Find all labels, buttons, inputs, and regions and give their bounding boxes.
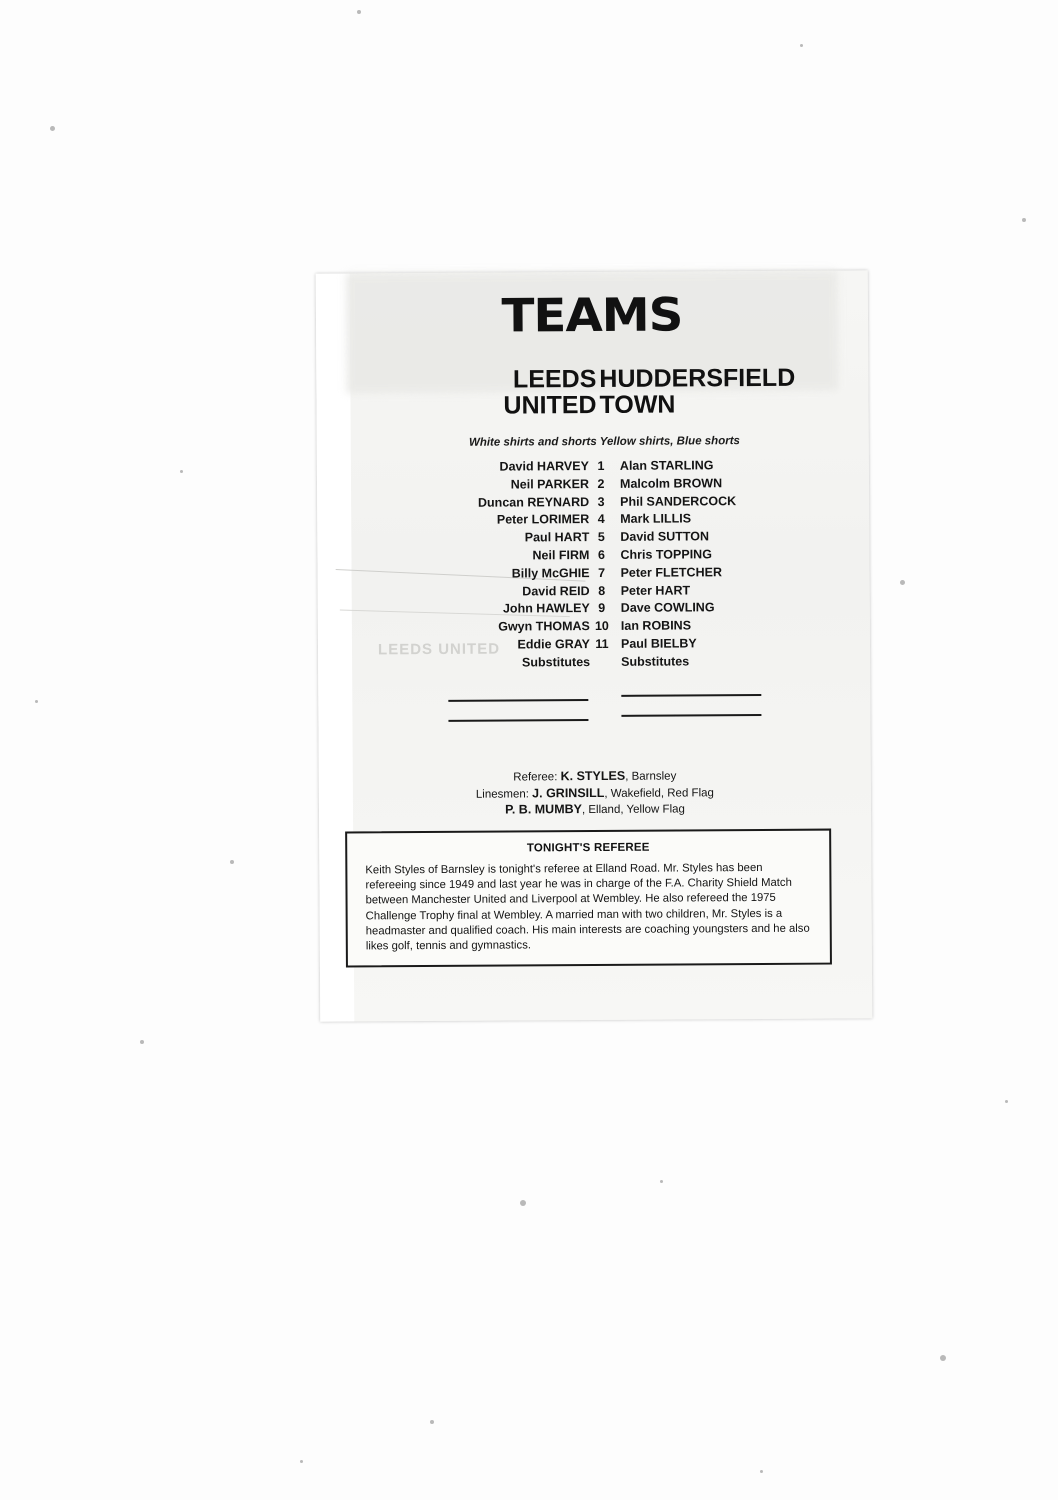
shirt-number: 10	[594, 619, 609, 634]
linesman-two-name: P. B. MUMBY	[505, 802, 583, 817]
away-team-heading	[599, 364, 839, 417]
home-player-name: Gwyn THOMAS	[498, 619, 590, 634]
dust-speck	[900, 580, 905, 585]
home-substitute-blank-line	[448, 719, 588, 722]
home-player-name: Billy McGHIE	[511, 565, 590, 581]
referee-town: , Barnsley	[625, 770, 677, 783]
away-player-name: Peter FLETCHER	[620, 564, 722, 580]
shirt-number: 3	[597, 494, 605, 509]
page-title: TEAMS	[501, 287, 683, 343]
home-player-name: John HAWLEY	[502, 601, 590, 616]
away-player-name: Ian ROBINS	[620, 618, 692, 634]
dust-speck	[180, 470, 183, 473]
home-kit-text: White shirts and shorts	[468, 435, 597, 449]
linesman-one-name: J. GRINSILL	[532, 785, 605, 800]
dust-speck	[430, 1420, 434, 1424]
dust-speck	[1022, 218, 1026, 222]
away-player-name: Malcolm BROWN	[619, 476, 723, 491]
away-team-line-1: HUDDERSFIELD	[599, 363, 796, 393]
shirt-number: 4	[597, 512, 605, 527]
linesmen-label: Linesmen:	[475, 787, 533, 801]
home-player-name: Neil PARKER	[510, 476, 590, 492]
away-player-name: Mark LILLIS	[620, 511, 692, 527]
shirt-number: 1	[597, 458, 605, 473]
shirt-number: 11	[595, 636, 609, 651]
home-player-name: Eddie GRAY	[517, 636, 591, 652]
referee-box-body: Keith Styles of Barnsley is tonight's referee at Elland Road. Mr. Styles has been refereeing since 1949 and last year he was in charge of the F.A. Charity Shield Match between Manchester United and Liverpool at Wembley. He also refereed the 1975 Challenge Trophy final at Wembley. A married man with two children, Mr. Styles is a headmaster and qualified coach. His main interests are coaching youngsters and he also likes golf, tennis and gymnastics.	[365, 861, 810, 953]
team-headings	[316, 364, 868, 425]
away-player-name: Chris TOPPING	[620, 547, 712, 562]
away-team-line-2: TOWN	[599, 390, 676, 419]
away-player-name: Peter HART	[620, 582, 691, 598]
away-player-name: David SUTTON	[620, 529, 710, 545]
match-officials	[319, 767, 871, 820]
home-player-name: Duncan REYNARD	[477, 494, 590, 510]
substitutes-row	[318, 653, 870, 674]
dust-speck	[230, 860, 234, 864]
dust-speck	[760, 1470, 763, 1473]
away-substitute-blank-line	[621, 694, 761, 697]
shirt-number: 8	[598, 583, 606, 598]
away-substitute-blank-line	[621, 714, 761, 717]
shirt-number: 7	[598, 565, 606, 580]
dust-speck	[520, 1200, 526, 1206]
home-player-name: David REID	[522, 583, 590, 599]
programme-page	[316, 270, 873, 1021]
linesman-one-detail: , Wakefield, Red Flag	[604, 786, 714, 800]
home-player-name: Peter LORIMER	[496, 512, 590, 527]
dust-speck	[300, 1460, 303, 1463]
away-player-name: Phil SANDERCOCK	[620, 493, 737, 509]
shirt-number: 5	[597, 530, 605, 545]
shirt-number: 2	[597, 476, 605, 491]
away-kit-text: Yellow shirts, Blue shorts	[599, 435, 740, 448]
home-player-name: Neil FIRM	[532, 548, 590, 563]
programme-content	[316, 270, 873, 1021]
referee-feature-box	[345, 829, 832, 968]
dust-speck	[50, 126, 55, 131]
away-substitutes-label: Substitutes	[621, 654, 690, 669]
referee-box-title: TONIGHT'S REFEREE	[526, 841, 650, 855]
home-substitutes-label: Substitutes	[521, 654, 591, 670]
dust-speck	[800, 44, 803, 47]
dust-speck	[35, 700, 38, 703]
shirt-number: 6	[597, 547, 605, 562]
home-team-heading	[436, 366, 596, 419]
home-player-name: David HARVEY	[499, 459, 589, 474]
home-player-name: Paul HART	[524, 530, 590, 545]
linesman-two-detail: , Elland, Yellow Flag	[581, 803, 685, 817]
referee-label: Referee:	[513, 771, 561, 784]
away-player-name: Dave COWLING	[620, 600, 715, 616]
dust-speck	[357, 10, 361, 14]
home-substitute-blank-line	[448, 699, 588, 702]
home-team-line-1: LEEDS	[512, 364, 597, 394]
dust-speck	[940, 1355, 946, 1361]
away-player-name: Alan STARLING	[619, 458, 714, 473]
shirt-number: 9	[598, 601, 606, 616]
lineups-list	[317, 457, 870, 674]
home-team-line-2: UNITED	[503, 390, 597, 420]
dust-speck	[660, 1180, 663, 1183]
linesman-two-line	[319, 800, 871, 820]
away-player-name: Paul BIELBY	[620, 636, 697, 651]
dust-speck	[140, 1040, 144, 1044]
dust-speck	[1005, 1100, 1008, 1103]
referee-name: K. STYLES	[560, 768, 626, 784]
bleed-through-text: LEEDS UNITED	[377, 640, 501, 659]
